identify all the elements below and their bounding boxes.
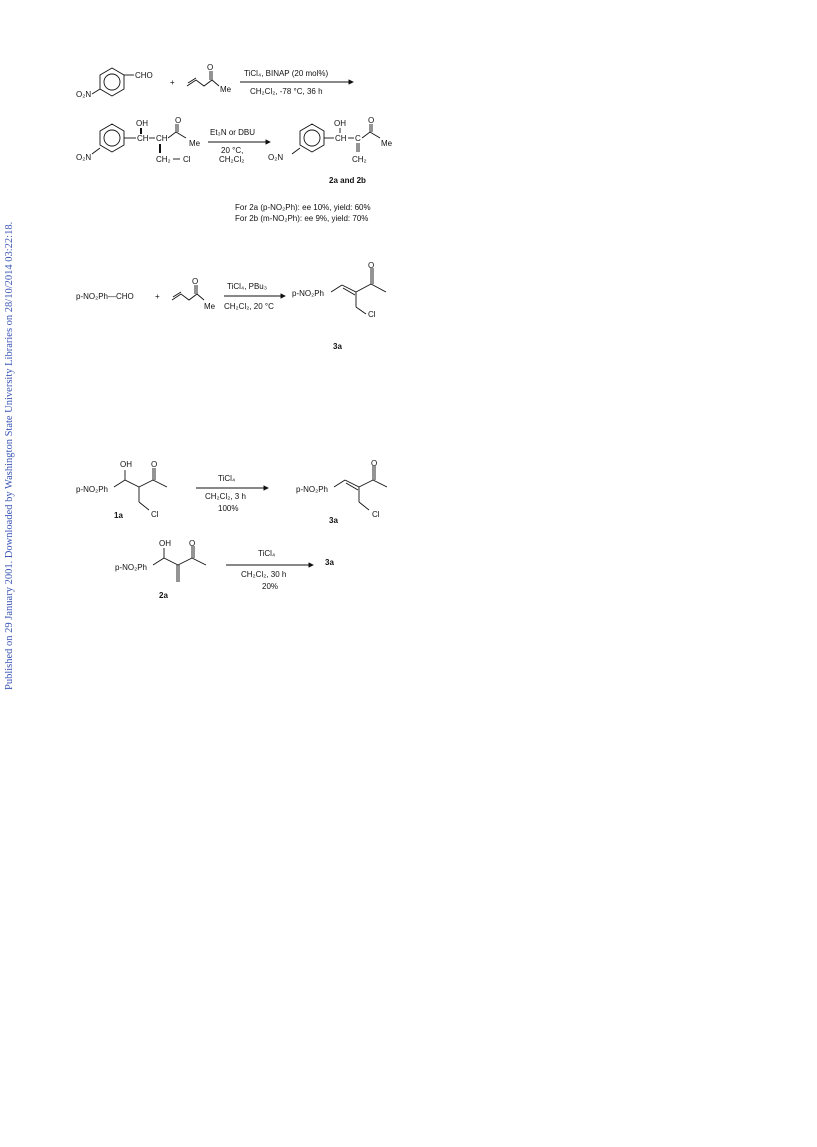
condition-mid: CH₂Cl₂, 3 h bbox=[205, 492, 246, 501]
prod-ch2-label: CH₂ bbox=[352, 155, 367, 164]
plus-sign: + bbox=[170, 78, 175, 87]
product-cl-label: Cl bbox=[372, 510, 380, 519]
nitro-label: O₂N bbox=[76, 90, 92, 99]
condition-bottom: CH₂Cl₂ bbox=[219, 155, 245, 164]
prod-nitro-label: O₂N bbox=[268, 153, 284, 162]
me-label: Me bbox=[204, 302, 216, 311]
nitro-label: O₂N bbox=[76, 153, 92, 162]
note-2b: For 2b (m-NO₂Ph): ee 9%, yield: 70% bbox=[235, 214, 369, 223]
product-aryl: p-NO₂Ph bbox=[292, 289, 325, 298]
oh-label: OH bbox=[120, 460, 132, 469]
cho-label: CHO bbox=[135, 71, 153, 80]
product-cl-label: Cl bbox=[368, 310, 376, 319]
scheme1-step2 bbox=[76, 116, 393, 185]
condition-mid: 20 °C, bbox=[221, 146, 244, 155]
product-label: 3a bbox=[333, 342, 342, 351]
condition-bottom: 100% bbox=[218, 504, 239, 513]
condition-bottom: CH₂Cl₂, 20 °C bbox=[224, 302, 274, 311]
scheme2 bbox=[76, 261, 386, 351]
reactant-label: p-NO₂Ph—CHO bbox=[76, 292, 134, 301]
product-aryl: p-NO₂Ph bbox=[296, 485, 329, 494]
product-label: 3a bbox=[325, 558, 334, 567]
plus-sign: + bbox=[155, 292, 160, 301]
scheme1-step1 bbox=[76, 63, 353, 99]
note-2a: For 2a (p-NO₂Ph): ee 10%, yield: 60% bbox=[235, 203, 371, 212]
condition-bottom: 20% bbox=[262, 582, 279, 591]
o-label: O bbox=[189, 539, 196, 548]
o-label: O bbox=[192, 277, 199, 286]
oh-label: OH bbox=[136, 119, 148, 128]
condition-mid: CH₂Cl₂, 30 h bbox=[241, 570, 287, 579]
prod-c-label: C bbox=[355, 134, 361, 143]
product-label: 3a bbox=[329, 516, 338, 525]
prod-me-label: Me bbox=[381, 139, 393, 148]
publication-sidebar-note: Published on 29 January 2001. Downloaded by Washington State University Libraries on 28/10/2014 03:22:18. bbox=[4, 221, 15, 690]
scheme3-row2 bbox=[115, 539, 334, 600]
prod-o-label: O bbox=[368, 116, 375, 125]
ch2-label: CH bbox=[156, 134, 168, 143]
me-label: Me bbox=[189, 139, 201, 148]
condition-bottom: CH₂Cl₂, -78 °C, 36 h bbox=[250, 87, 323, 96]
cl-label: Cl bbox=[183, 155, 191, 164]
prod-ch-label: CH bbox=[335, 134, 347, 143]
condition-top: TiCl₄, PBu₃ bbox=[227, 282, 268, 291]
o-label: O bbox=[151, 460, 158, 469]
me-label: Me bbox=[220, 85, 232, 94]
reactant-aryl: p-NO₂Ph bbox=[115, 563, 148, 572]
scheme3-row1 bbox=[76, 459, 387, 525]
o-label: O bbox=[175, 116, 182, 125]
ch-label: CH bbox=[137, 134, 149, 143]
prod-oh-label: OH bbox=[334, 119, 346, 128]
ch2cl-label: CH₂ bbox=[156, 155, 171, 164]
compound-label: 2a bbox=[159, 591, 168, 600]
condition-top: TiCl₄ bbox=[258, 549, 276, 558]
product-label: 2a and 2b bbox=[329, 176, 366, 185]
condition-top: Et₃N or DBU bbox=[210, 128, 256, 137]
cl-label: Cl bbox=[151, 510, 159, 519]
condition-top: TiCl₄ bbox=[218, 474, 236, 483]
oh-label: OH bbox=[159, 539, 171, 548]
condition-top: TiCl₄, BINAP (20 mol%) bbox=[244, 69, 329, 78]
svg-text:O: O bbox=[207, 63, 214, 72]
product-o-label: O bbox=[371, 459, 378, 468]
product-o-label: O bbox=[368, 261, 375, 270]
reactant-aryl: p-NO₂Ph bbox=[76, 485, 109, 494]
compound-label: 1a bbox=[114, 511, 123, 520]
